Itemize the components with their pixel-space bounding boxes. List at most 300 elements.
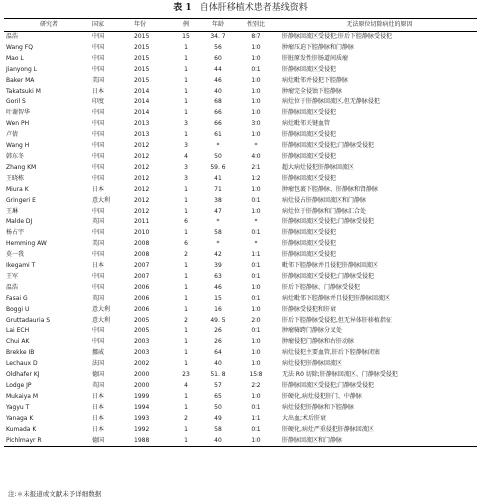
- cell-cases: 3: [184, 174, 188, 182]
- cell-sex-ratio: 0∶1: [251, 65, 261, 73]
- cell-author: 莫一我: [6, 251, 25, 259]
- cell-cases: 1: [184, 338, 188, 346]
- cell-age: 65: [214, 392, 222, 400]
- cell-country: 中国: [92, 272, 105, 280]
- table-row: [4, 403, 477, 414]
- cell-cases: 3: [184, 120, 188, 128]
- table-number: 表 1: [173, 3, 192, 13]
- cell-year: 2005: [134, 316, 150, 324]
- cell-age: 39: [214, 262, 222, 270]
- baseline-table: [4, 18, 477, 447]
- cell-author: Wen PH: [6, 120, 30, 128]
- cell-author: 杨占宇: [6, 229, 25, 237]
- cell-country: 日本: [92, 425, 105, 433]
- cell-cases: 4: [184, 382, 188, 389]
- table-row: [4, 217, 477, 228]
- cell-cases: 1: [184, 425, 188, 433]
- cell-reason: 肝静脉回流区受侵犯;肝后下腔静脉受侵犯: [282, 33, 393, 40]
- cell-age: 57: [214, 382, 222, 389]
- cell-age: 34. 7: [210, 33, 226, 40]
- cell-age: 49: [214, 414, 222, 422]
- cell-reason: 肝静脉受侵犯和肝衰: [282, 305, 337, 313]
- table-row: [4, 305, 477, 316]
- cell-sex-ratio: 1∶0: [251, 109, 261, 117]
- cell-reason: 肝静脉回流区受侵犯;门静脉受侵犯: [282, 272, 375, 280]
- cell-cases: 1: [184, 54, 188, 62]
- cell-reason: 肝静脉回流区受侵犯: [282, 109, 337, 117]
- cell-reason: 肝静脉回流区受侵犯: [282, 229, 337, 237]
- cell-year: 2002: [134, 360, 150, 368]
- cell-year: 2000: [134, 371, 150, 379]
- table-row: [4, 43, 477, 54]
- cell-country: 中国: [92, 54, 105, 62]
- table-row: [4, 76, 477, 87]
- cell-age: 40: [214, 436, 222, 444]
- cell-sex-ratio: 0∶1: [251, 403, 261, 411]
- cell-author: 王晓栋: [6, 174, 25, 182]
- cell-reason: 大出血;术后肝衰: [282, 414, 327, 422]
- cell-reason: 肝静脉回流区受侵犯;门静脉受侵犯: [282, 218, 375, 226]
- cell-reason: 肿瘤侵犯门静脉和右肝动脉: [282, 338, 355, 346]
- cell-age: 44: [214, 65, 222, 73]
- table-row: [4, 316, 477, 327]
- cell-sex-ratio: *: [254, 142, 258, 150]
- cell-reason: 肝硬化,病灶严重侵犯肝静脉回流区: [282, 425, 374, 433]
- cell-age: *: [216, 218, 220, 226]
- cell-year: 2015: [134, 54, 150, 62]
- cell-author: 温浩: [6, 283, 19, 291]
- cell-sex-ratio: 2∶0: [251, 316, 261, 324]
- cell-age: 40: [214, 360, 222, 368]
- table-row: [4, 294, 477, 305]
- cell-reason: 病灶侵占肝静脉回流区和门静脉: [282, 196, 367, 204]
- cell-reason: 肝后下腔静脉、门静脉受侵犯: [282, 283, 361, 291]
- cell-author: Yanaga K: [6, 414, 34, 422]
- cell-sex-ratio: 1∶0: [251, 207, 261, 215]
- cell-age: 60: [214, 54, 222, 62]
- cell-author: Lechaux D: [6, 360, 38, 368]
- cell-country: 中国: [92, 109, 105, 117]
- cell-year: 2011: [134, 218, 150, 226]
- table-row: [4, 337, 477, 348]
- cell-reason: 病灶位于肝静脉回流区,但无静脉侵犯: [282, 98, 380, 106]
- cell-country: 中国: [92, 327, 105, 335]
- cell-cases: 15: [182, 33, 190, 40]
- table-row: [4, 87, 477, 98]
- cell-reason: 肝静脉回流区和门静脉: [282, 436, 343, 444]
- cell-age: 40: [214, 87, 222, 95]
- cell-reason: 肿瘤骑跨门静脉分叉处: [282, 327, 343, 335]
- cell-age: 51. 8: [210, 371, 226, 379]
- cell-author: Hemming AW: [6, 240, 47, 248]
- table-row: [4, 283, 477, 294]
- header-author: 研究者: [39, 20, 58, 28]
- cell-year: 2003: [134, 349, 150, 357]
- cell-age: 71: [214, 185, 222, 193]
- table-row: [4, 250, 477, 261]
- cell-country: 意大利: [92, 305, 111, 313]
- cell-age: 58: [214, 229, 222, 237]
- cell-cases: 1: [184, 349, 188, 357]
- cell-year: 2012: [134, 196, 150, 204]
- table-row: [4, 272, 477, 283]
- cell-author: Mao L: [6, 54, 24, 62]
- header-reason: 无法原位切除病灶的原因: [346, 20, 413, 28]
- cell-country: 日本: [92, 185, 105, 193]
- cell-reason: 肝硬化,病灶侵犯肝门、中静脉: [282, 392, 362, 400]
- cell-sex-ratio: 3∶0: [251, 120, 261, 128]
- table-row: [4, 185, 477, 196]
- cell-reason: 肝后下腔静脉受侵犯,但无异体肝移植指征: [282, 316, 392, 324]
- cell-age: 63: [214, 272, 222, 280]
- cell-age: *: [216, 142, 220, 150]
- cell-cases: 1: [184, 327, 188, 335]
- cell-country: 日本: [92, 262, 105, 270]
- cell-reason: 肝静脉回流区受侵犯: [282, 65, 337, 73]
- cell-age: 41: [214, 174, 222, 182]
- cell-age: 46: [214, 76, 222, 84]
- cell-reason: 病灶毗邻关键血管: [282, 120, 331, 128]
- cell-sex-ratio: 1∶0: [251, 185, 261, 193]
- cell-cases: 1: [184, 436, 188, 444]
- table-row: [4, 425, 477, 436]
- cell-reason: 肝脏原发性肝肠道间质瘤: [282, 54, 349, 62]
- cell-year: 2013: [134, 120, 150, 128]
- cell-author: Mukaiya M: [6, 392, 39, 400]
- cell-year: 2012: [134, 207, 150, 215]
- cell-reason: 病灶毗邻下腔静脉并且侵犯肝静脉回流区: [282, 294, 391, 302]
- cell-year: 2006: [134, 305, 150, 313]
- cell-country: 意大利: [92, 196, 111, 204]
- cell-country: 印度: [92, 98, 105, 106]
- cell-sex-ratio: 1∶0: [251, 131, 261, 139]
- cell-sex-ratio: 0∶1: [251, 327, 261, 335]
- table-row: [4, 228, 477, 239]
- cell-country: 英国: [92, 382, 105, 389]
- cell-year: 2012: [134, 152, 150, 160]
- header-age: 年龄: [211, 20, 224, 28]
- cell-age: 50: [214, 403, 222, 411]
- cell-cases: 1: [184, 272, 188, 280]
- cell-author: 叶谢智华: [6, 109, 31, 117]
- cell-age: 47: [214, 207, 222, 215]
- cell-author: 卢倩: [6, 131, 19, 139]
- cell-year: 2012: [134, 163, 150, 171]
- cell-author: Wang H: [6, 142, 30, 150]
- cell-country: 德国: [92, 436, 105, 444]
- cell-sex-ratio: 0∶1: [251, 196, 261, 204]
- cell-author: Yagyu T: [6, 403, 30, 411]
- cell-author: 温浩: [6, 33, 19, 40]
- cell-cases: 1: [184, 360, 188, 368]
- cell-year: 2015: [134, 76, 150, 84]
- table-row: [4, 370, 477, 381]
- header-sex-ratio: 性别比: [246, 20, 265, 28]
- table-row: [4, 152, 477, 163]
- cell-sex-ratio: 1∶0: [251, 87, 261, 95]
- cell-sex-ratio: 1∶0: [251, 338, 261, 346]
- table-row: [4, 239, 477, 250]
- header-year: 年份: [134, 20, 147, 28]
- cell-year: 2007: [134, 272, 150, 280]
- cell-cases: 1: [184, 43, 188, 51]
- cell-cases: 1: [184, 305, 188, 313]
- cell-cases: 2: [184, 414, 188, 422]
- cell-year: 2012: [134, 142, 150, 150]
- cell-reason: 肝静脉回流区受侵犯: [282, 251, 337, 259]
- cell-author: Boggi U: [6, 305, 30, 313]
- cell-sex-ratio: 0∶1: [251, 294, 261, 302]
- cell-author: Oldhafer KJ: [6, 371, 40, 379]
- table-row: [4, 65, 477, 76]
- cell-reason: 无法 R0 切除;肝静脉回流区、门静脉受侵犯: [282, 371, 398, 379]
- cell-sex-ratio: 1∶0: [251, 305, 261, 313]
- cell-reason: 肝静脉回流区受侵犯: [282, 174, 337, 182]
- cell-sex-ratio: 0∶1: [251, 229, 261, 237]
- cell-reason: 病灶位于肝静脉和门静脉汇合处: [282, 207, 367, 215]
- cell-country: 挪威: [92, 349, 105, 357]
- cell-age: 64: [214, 349, 222, 357]
- table-row: [4, 108, 477, 119]
- cell-sex-ratio: 1∶0: [251, 283, 261, 291]
- cell-cases: 1: [184, 229, 188, 237]
- cell-year: 2015: [134, 43, 150, 51]
- cell-sex-ratio: 2∶1: [251, 163, 261, 171]
- table-footnote: 注:＊未报道或文献未予详细数据: [8, 490, 102, 498]
- cell-sex-ratio: 1∶0: [251, 436, 261, 444]
- table-row: [4, 141, 477, 152]
- cell-country: 日本: [92, 403, 105, 411]
- cell-year: 2015: [134, 33, 150, 40]
- cell-author: Goril S: [6, 98, 26, 106]
- cell-age: 46: [214, 283, 222, 291]
- table-row: [4, 32, 477, 43]
- cell-year: 2010: [134, 229, 150, 237]
- cell-cases: 1: [184, 98, 188, 106]
- cell-cases: 1: [184, 131, 188, 139]
- cell-author: 韩东冬: [6, 152, 25, 160]
- cell-sex-ratio: 1∶0: [251, 76, 261, 84]
- cell-sex-ratio: 1∶0: [251, 54, 261, 62]
- cell-country: 日本: [92, 87, 105, 95]
- cell-sex-ratio: 0∶1: [251, 262, 261, 270]
- table-row: [4, 392, 477, 403]
- cell-country: 中国: [92, 120, 105, 128]
- cell-reason: 肝静脉回流区受侵犯: [282, 240, 337, 248]
- cell-author: Brekke IB: [6, 349, 35, 357]
- cell-cases: 1: [184, 207, 188, 215]
- cell-cases: 2: [184, 251, 188, 259]
- cell-reason: 肿瘤完全侵蚀下腔静脉: [282, 87, 343, 95]
- cell-reason: 肝静脉回流区受侵犯;门静脉受侵犯: [282, 382, 375, 389]
- cell-year: 1994: [134, 403, 150, 411]
- table-caption: [0, 2, 481, 14]
- table-row: [4, 163, 477, 174]
- table-row: [4, 119, 477, 130]
- cell-country: 法国: [92, 360, 105, 368]
- cell-year: 2014: [134, 98, 150, 106]
- table-row: [4, 130, 477, 141]
- table-row: [4, 414, 477, 425]
- cell-year: 2006: [134, 283, 150, 291]
- cell-cases: 1: [184, 76, 188, 84]
- cell-sex-ratio: *: [254, 240, 258, 248]
- cell-age: 61: [214, 131, 222, 139]
- cell-age: 56: [214, 43, 222, 51]
- cell-reason: 病灶侵犯肝静脉回流区: [282, 360, 343, 368]
- cell-year: 2015: [134, 65, 150, 73]
- cell-author: Zhang KM: [6, 163, 37, 171]
- cell-age: 16: [214, 305, 222, 313]
- cell-year: 1999: [134, 392, 150, 400]
- cell-sex-ratio: 2∶2: [251, 382, 261, 389]
- cell-country: 美国: [92, 240, 105, 248]
- cell-sex-ratio: 0∶1: [251, 425, 261, 433]
- cell-year: 2008: [134, 251, 150, 259]
- cell-year: 2008: [134, 240, 150, 248]
- cell-cases: 3: [184, 142, 188, 150]
- cell-sex-ratio: 0∶1: [251, 272, 261, 280]
- table-row: [4, 261, 477, 272]
- cell-cases: 23: [182, 371, 190, 379]
- cell-cases: 1: [184, 185, 188, 193]
- table-row: [4, 196, 477, 207]
- cell-cases: 1: [184, 392, 188, 400]
- cell-sex-ratio: *: [254, 218, 258, 226]
- cell-author: Ikegami T: [6, 262, 36, 270]
- cell-cases: 1: [184, 109, 188, 117]
- cell-sex-ratio: 1∶2: [251, 174, 261, 182]
- cell-author: Gruttadauria S: [6, 316, 51, 324]
- cell-cases: 1: [184, 87, 188, 95]
- cell-country: 中国: [92, 43, 105, 51]
- table-row: [4, 436, 477, 447]
- cell-sex-ratio: 1∶0: [251, 349, 261, 357]
- cell-age: 66: [214, 109, 222, 117]
- cell-country: 意大利: [92, 316, 111, 324]
- table-row: [4, 381, 477, 392]
- cell-cases: 1: [184, 294, 188, 302]
- cell-cases: 1: [184, 283, 188, 291]
- cell-year: 2007: [134, 262, 150, 270]
- cell-age: *: [216, 240, 220, 248]
- cell-reason: 超大病灶侵犯肝静脉回流区: [282, 163, 355, 171]
- cell-reason: 病灶毗邻并侵犯下腔静脉: [282, 76, 349, 84]
- cell-country: 中国: [92, 207, 105, 215]
- cell-sex-ratio: 1∶0: [251, 98, 261, 106]
- cell-year: 2014: [134, 87, 150, 95]
- cell-cases: 6: [184, 218, 188, 226]
- cell-cases: 1: [184, 196, 188, 204]
- table-title: 自体肝移植术患者基线资料: [199, 3, 308, 13]
- cell-author: Gringeri E: [6, 196, 36, 204]
- cell-year: 1988: [134, 436, 150, 444]
- cell-age: 49. 5: [210, 316, 226, 324]
- cell-cases: 3: [184, 163, 188, 171]
- cell-age: 58: [214, 425, 222, 433]
- cell-country: 中国: [92, 283, 105, 291]
- cell-author: Wang FQ: [6, 43, 33, 51]
- cell-country: 日本: [92, 392, 105, 400]
- cell-author: Jianyong L: [6, 65, 37, 73]
- cell-year: 2013: [134, 131, 150, 139]
- cell-age: 42: [214, 251, 222, 259]
- cell-reason: 肝静脉回流区受侵犯;门静脉受侵犯: [282, 142, 375, 150]
- cell-cases: 6: [184, 240, 188, 248]
- cell-author: 王琳: [6, 207, 19, 215]
- cell-country: 美国: [92, 76, 105, 84]
- table-row: [4, 359, 477, 370]
- cell-country: 中国: [92, 251, 105, 259]
- cell-age: 26: [214, 327, 222, 335]
- cell-sex-ratio: 4∶0: [251, 152, 261, 160]
- cell-country: 英国: [92, 218, 105, 226]
- header-cases: 例: [182, 20, 189, 28]
- cell-sex-ratio: 1∶0: [251, 43, 261, 51]
- cell-reason: 肝静脉回流区受侵犯: [282, 152, 337, 160]
- cell-author: Chui AK: [6, 338, 30, 346]
- cell-author: Lai ECH: [6, 327, 30, 335]
- cell-author: Lodge JP: [6, 382, 32, 389]
- cell-age: 59. 6: [210, 163, 226, 171]
- cell-country: 中国: [92, 229, 105, 237]
- cell-reason: 毗邻下腔静脉并且侵犯肝静脉回流区: [282, 262, 379, 270]
- cell-country: 中国: [92, 33, 105, 40]
- cell-sex-ratio: 1∶1: [251, 251, 261, 259]
- table-row: [4, 174, 477, 185]
- cell-reason: 病灶侵犯主要血管,肝后下腔静脉闭塞: [282, 349, 380, 357]
- cell-country: 中国: [92, 142, 105, 150]
- cell-age: 38: [214, 196, 222, 204]
- cell-cases: 2: [184, 316, 188, 324]
- table-header-row: [4, 19, 477, 32]
- cell-year: 2012: [134, 185, 150, 193]
- cell-author: Takatsuki M: [6, 87, 41, 95]
- cell-reason: 肝静脉回流区受侵犯: [282, 131, 337, 139]
- cell-author: Baker MA: [6, 76, 35, 84]
- cell-year: 2012: [134, 174, 150, 182]
- cell-country: 中国: [92, 131, 105, 139]
- cell-country: 中国: [92, 65, 105, 73]
- cell-author: Fasai G: [6, 294, 28, 302]
- cell-reason: 病灶侵犯肝静脉和下腔静脉: [282, 403, 355, 411]
- cell-sex-ratio: 1∶0: [251, 360, 261, 368]
- cell-author: 王军: [6, 272, 19, 280]
- cell-author: Pichlmayr R: [6, 436, 42, 444]
- table-row: [4, 54, 477, 65]
- cell-year: 1992: [134, 425, 150, 433]
- cell-sex-ratio: 15∶8: [249, 371, 263, 379]
- cell-sex-ratio: 1∶1: [251, 414, 261, 422]
- cell-country: 英国: [92, 294, 105, 302]
- cell-reason: 肿瘤包裹下腔静脉、肝静脉和肾静脉: [282, 185, 379, 193]
- cell-year: 2006: [134, 294, 150, 302]
- cell-cases: 1: [184, 262, 188, 270]
- cell-country: 德国: [92, 371, 105, 379]
- cell-year: 2003: [134, 338, 150, 346]
- cell-country: 中国: [92, 174, 105, 182]
- table-row: [4, 97, 477, 108]
- cell-author: Miura K: [6, 185, 29, 193]
- cell-age: 26: [214, 338, 222, 346]
- header-country: 国家: [92, 20, 105, 28]
- cell-country: 日本: [92, 414, 105, 422]
- cell-country: 中国: [92, 152, 105, 160]
- cell-year: 1993: [134, 414, 150, 422]
- cell-year: 2005: [134, 327, 150, 335]
- cell-year: 2014: [134, 109, 150, 117]
- cell-country: 中国: [92, 338, 105, 346]
